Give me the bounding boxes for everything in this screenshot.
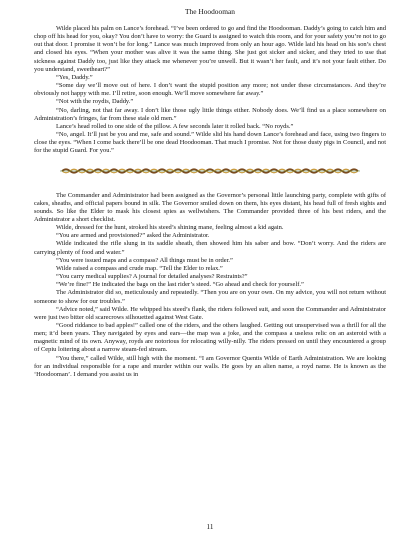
paragraph: Lance’s head rolled to one side of the pillow. A few seconds later it rolled back. “No royds.” [56, 122, 294, 130]
section-two [34, 192, 386, 380]
paragraph: “No, darling, not that far away. I don’t like those ugly little things either. Nobody does. We’ll find us a place somewhere on Administration’s fringes, far from these stale old men.” [34, 106, 386, 122]
paragraph: “No, angel. It’ll just be you and me, safe and sound.” Wilde slid his hand down Lance’s forehead and face, using two fingers to close the eyes. “When I come back there’ll be one dead Hoodooman. That much I promise. Not for those dusty pigs in Council, and not for the stupid Guard. For you.” [34, 131, 386, 155]
paragraph: Wilde placed his palm on Lance’s forehead. “I’ve been ordered to go and find the Hoodooman. Daddy’s going to catch him and chop off his head for you, okay? You don’t have to worry: the Guard is assigned to watch this room, and for your safety you’re not to go out that door. I promise it won’t be for long.” Lance was much improved from only an hour ago. Wilde laid his head on his son’s chest and closed his eyes. “When your mother was alive it was the same thing. She just got sicker and sicker, and they tried to use that sickness against Daddy too, just like they attack me whenever you’re unwell. But it wasn’t her fault, and it’s not your fault either. Do you understand, sweetheart?” [34, 25, 386, 73]
section-one [34, 25, 386, 156]
paragraph: Wilde indicated the rifle slung in its saddle sheath, then showed him his saber and bow. “Don’t worry. And the riders are carrying plenty of food and water.” [34, 240, 386, 256]
page-number: 11 [206, 523, 214, 531]
ornament-vine-icon [60, 167, 360, 175]
paragraph: Wilde raised a compass and crude map. “Tell the Elder to relax.” [56, 264, 223, 272]
paragraph: The Administrator did so, meticulously and repeatedly. “Then you are on your own. On my advice, you will not return without someone to show for our troubles.” [34, 289, 386, 305]
paragraph: “You there,” called Wilde, still high with the moment. “I am Governor Quentis Wilde of Earth Administration. We are looking for an individual responsible for a rape and murder within our walls. He goes by an alien name, a royd name. He is known as the ‘Hoodooman’. I demand you assist us in [34, 354, 386, 378]
paragraph: “Some day we’ll move out of here. I don’t want the stupid position any more; not under these circumstances. And they’re obviously not happy with me. I’ll retire, soon enough. We’ll move somewhere far away.” [34, 82, 386, 98]
paragraph: “You were issued maps and a compass? All things must be in order.” [56, 256, 233, 264]
paragraph: “You are armed and provisioned?” asked the Administrator. [56, 232, 210, 240]
paragraph: “Good riddance to bad apples!” called one of the riders, and the others laughed. Getting out unsupervised was a thrill for all the men; it’d been years. They navigated by eyes and ears—the map was a joke, and the compass a useless relic on an asteroid with a magnetic mind of its own. Anyway, royds are notorious for relocating willy-nilly. The riders pressed on until they encountered a group of Cepiu loitering about a narrow steam-fed stream. [34, 322, 386, 354]
paragraph: Wilde, dressed for the hunt, stroked his steed’s shining mane, feeling almost a kid again. [56, 224, 284, 232]
paragraph: The Commander and Administrator had been assigned as the Governor’s personal little launching party, complete with gifts of cakes, sheaths, and official papers bound in silk. The Governor smiled down on them, his eyes distant, his head full of fresh sights and sounds. So like the Elder to mask his closest spies as wellwishers. The Commander provided three of his best riders, and the Administrator a short checklist. [34, 191, 386, 223]
paragraph: “We’re fine!” He indicated the bags on the last rider’s steed. “Go ahead and check for yourself.” [56, 281, 304, 289]
paragraph: “Not with the roydis, Daddy.” [56, 98, 134, 106]
running-header: The Hoodooman [185, 7, 235, 16]
paragraph: “Yes, Daddy.” [56, 73, 93, 81]
paragraph: “Advice noted,” said Wilde. He whipped his steed’s flank, the riders followed suit, and soon the Commander and Administrator were just two bitter old scarecrows silhouetted against West Gate. [34, 305, 386, 321]
ornamental-divider [34, 167, 386, 175]
paragraph: “You carry medical supplies? A journal for detailed analyses? Restraints?” [56, 273, 248, 281]
